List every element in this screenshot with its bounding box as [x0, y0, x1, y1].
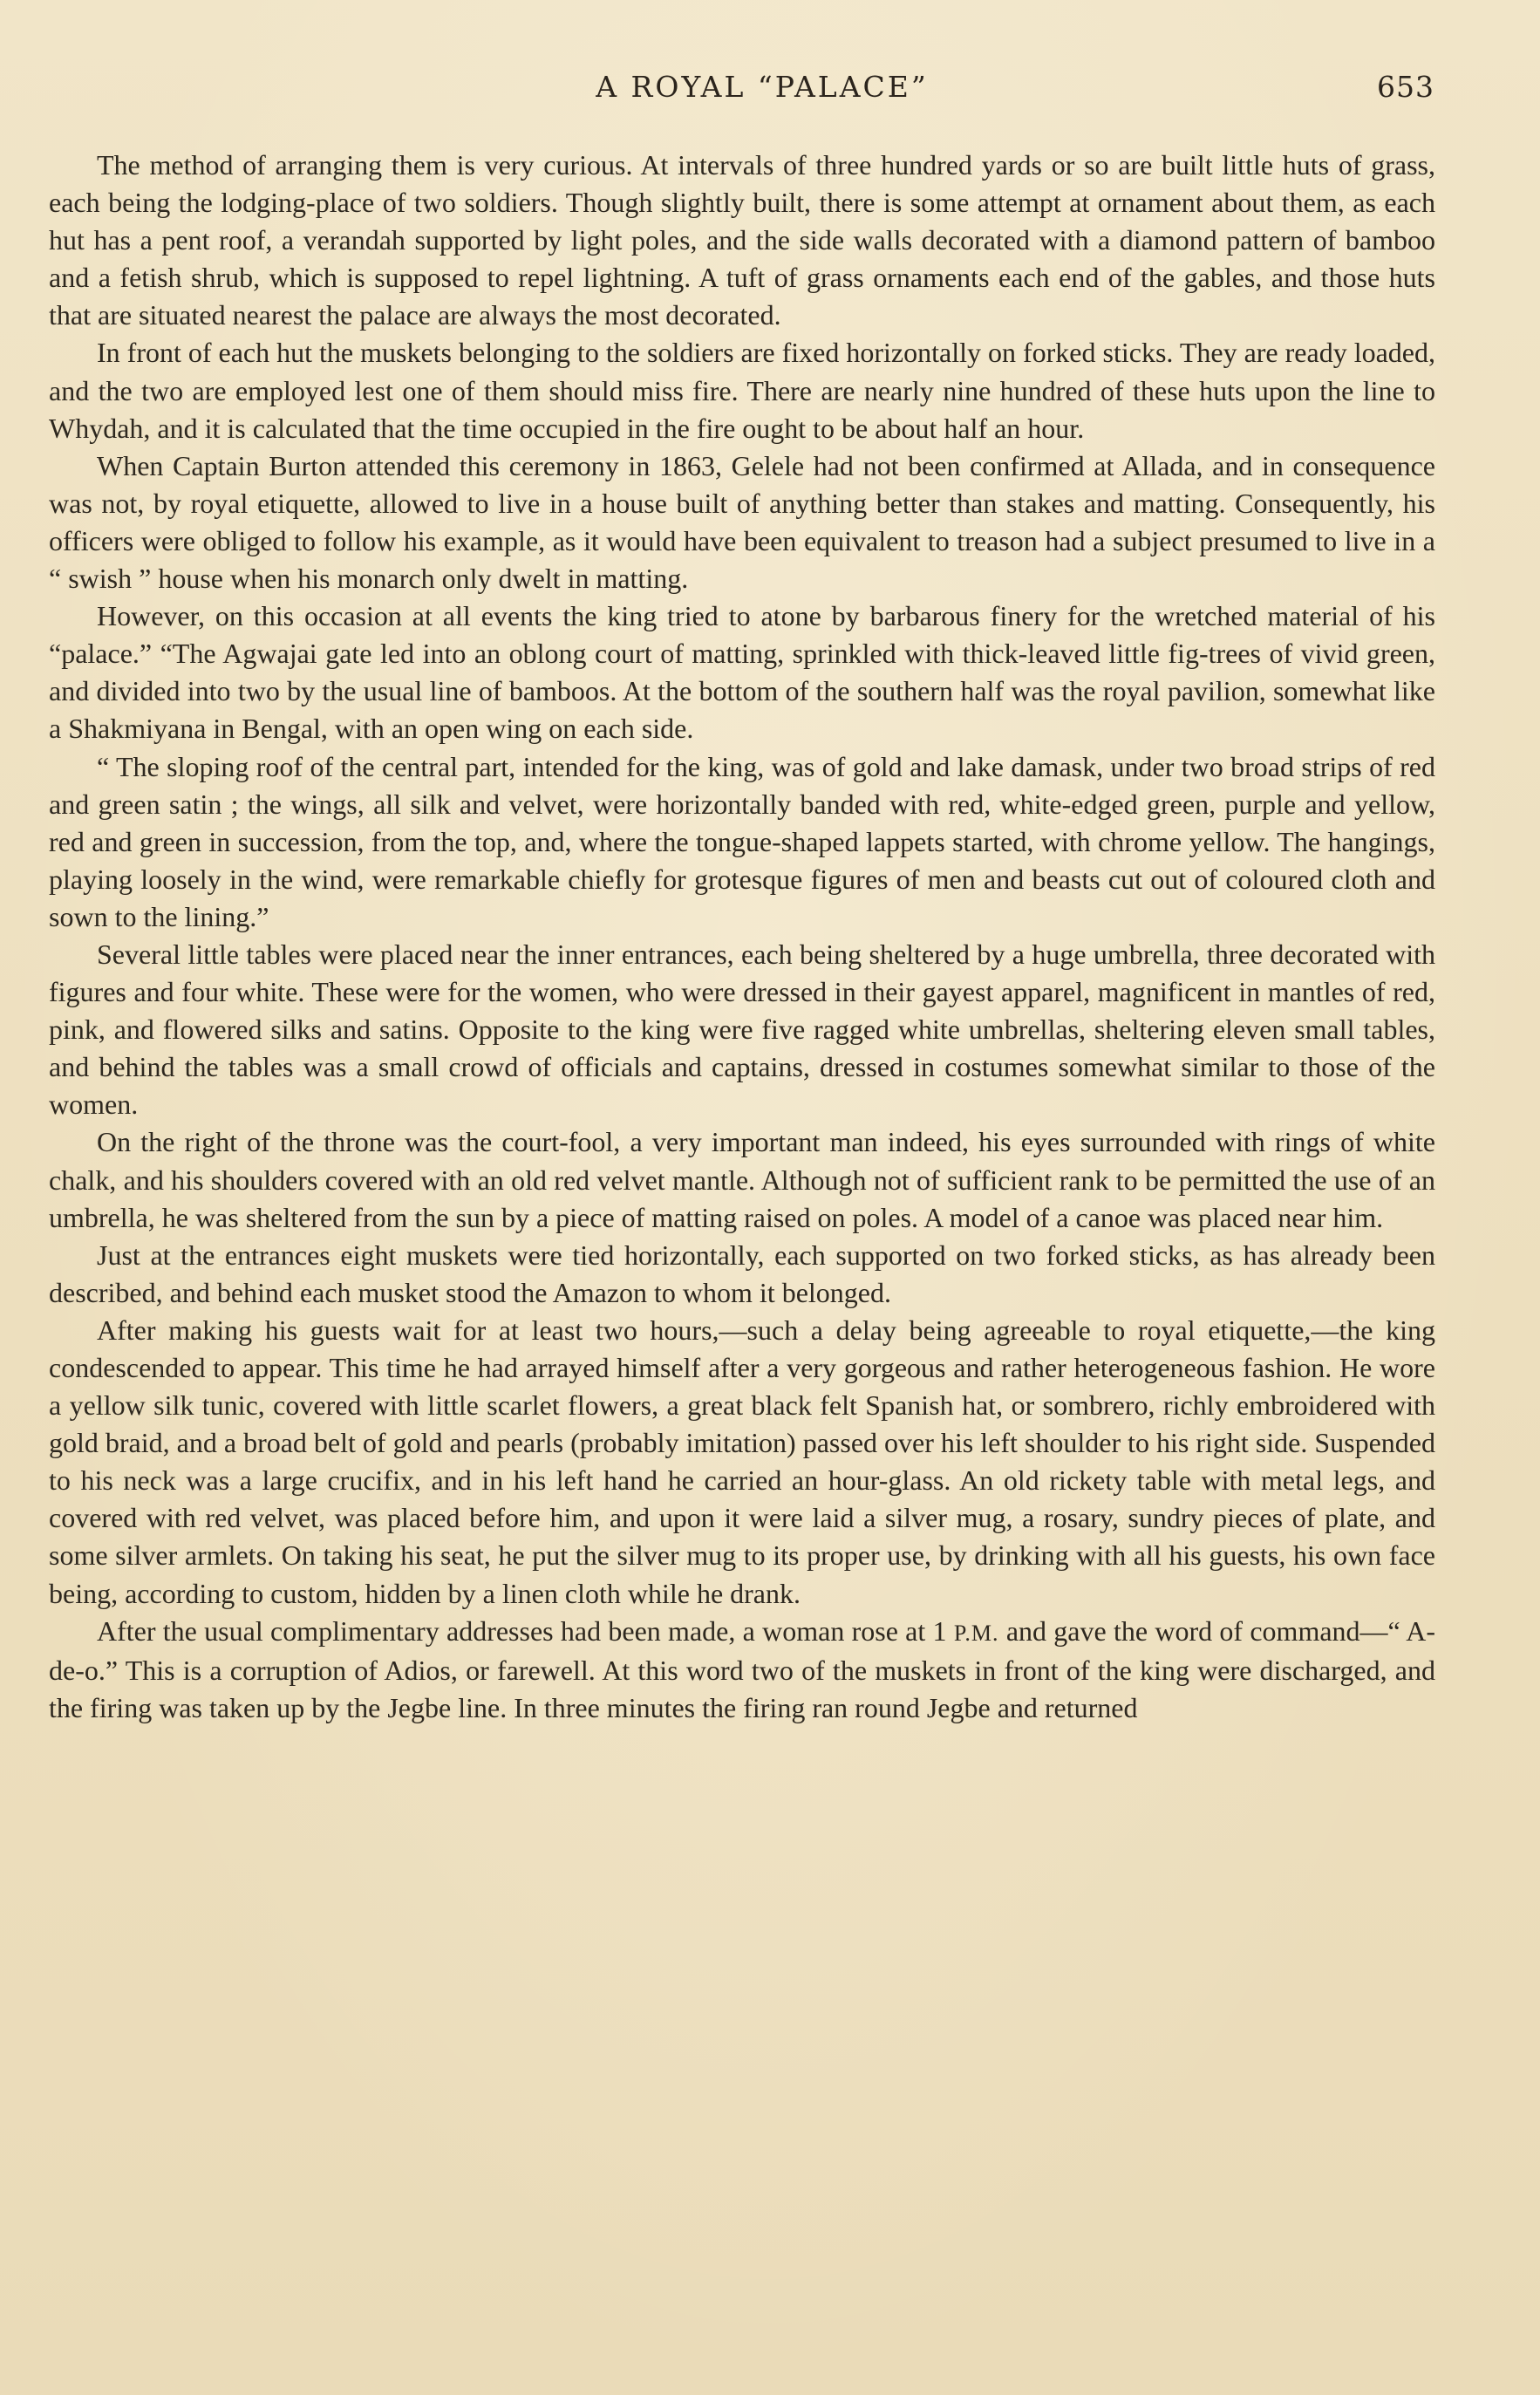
time-suffix: P.M.: [953, 1620, 999, 1646]
paragraph-burton-1863: When Captain Burton attended this ceremony in 1863, Gelele had not been confirmed at Allada, and in consequence was not, by royal etiquette, allowed to live in a house built of anything better than stakes and matting. Consequently, his officers were obliged to follow his example, as it would have been equivalent to treason had a subject presumed to live in a “ swish ” house when his monarch only dwelt in matting.: [49, 449, 1435, 595]
firing-text-start: After the usual complimentary addresses had been made, a woman rose at 1: [97, 1614, 947, 1647]
paragraph-palace-finery: However, on this occasion at all events the king tried to atone by barbarous finery for the wretched material of his “palace.” “The Agwajai gate led into an oblong court of matting, sprinkled with thick-leaved little fig-trees of vivid green, and divided into two by the usual line of bamboos. At the bottom of the southern half was the royal pavilion, somewhat like a Shakmiyana in Bengal, with an open wing on each side.: [49, 600, 1435, 745]
page-number: 653: [1377, 70, 1434, 104]
paragraph-sloping-roof: “ The sloping roof of the central part, intended for the king, was of gold and lake damask, under two broad strips of red and green satin ; the wings, all silk and velvet, were horizontally banded with red, white-edged green, purple and yellow, red and green in succession, from the top, and, where the tongue-shaped lappets started, with chrome yellow. The hangings, playing loosely in the wind, were remarkable chiefly for grotesque figures of men and beasts cut out of coloured cloth and sown to the lining.”: [49, 750, 1435, 932]
paragraph-tables: Several little tables were placed near the inner entrances, each being sheltered by a huge umbrella, three decorated with figures and four white. These were for the women, who were dressed in their gayest apparel, magnificent in mantles of red, pink, and flowered silks and satins. Opposite to the king were five ragged white umbrellas, sheltering eleven small tables, and behind the tables was a small crowd of officials and captains, dressed in costumes somewhat similar to those of the women.: [49, 938, 1435, 1121]
running-title: A ROYAL “PALACE”: [596, 70, 929, 104]
paragraph-muskets: In front of each hut the muskets belonging to the soldiers are fixed horizontally on forked sticks. They are ready loaded, and the two are employed lest one of them should miss fire. There are nearly nine hundred of these huts upon the line to Whydah, and it is calculated that the time occupied in the fire ought to be about half an hour.: [49, 337, 1435, 444]
firing-text-end: and gave the word of command—“ A-de-o.” This is a corruption of Adios, or farewell. At this word two of the muskets in front of the king were discharged, and the firing was taken up by the Jegbe line. In three minutes the firing ran round Jegbe and returned: [49, 1614, 1436, 1723]
paragraph-hut-arrangement: The method of arranging them is very curious. At intervals of three hundred yards or so are built little huts of grass, each being the lodging-place of two soldiers. Though slightly built, there is some attempt at ornament about them, as each hut has a pent roof, a verandah supported by light poles, and the side walls decorated with a diamond pattern of bamboo and a fetish shrub, which is supposed to repel lightning. A tuft of grass ornaments each end of the gables, and those huts that are situated nearest the palace are always the most decorated.: [49, 149, 1435, 331]
running-header: [90, 70, 1434, 122]
paragraph-firing: [49, 1613, 1435, 1727]
body-text: [49, 147, 1435, 1727]
paragraph-king-appears: After making his guests wait for at least two hours,—such a delay being agreeable to royal etiquette,—the king condescended to appear. This time he had arrayed himself after a very gorgeous and rather heterogeneous fashion. He wore a yellow silk tunic, covered with little scarlet flowers, a great black felt Spanish hat, or sombrero, richly embroidered with gold braid, and a broad belt of gold and pearls (probably imitation) passed over his left shoulder to his right side. Suspended to his neck was a large crucifix, and in his left hand he carried an hour-glass. An old rickety table with metal legs, and covered with red velvet, was placed before him, and upon it were laid a silver mug, a rosary, sundry pieces of plate, and some silver armlets. On taking his seat, he put the silver mug to its proper use, by drinking with all his guests, his own face being, according to custom, hidden by a linen cloth while he drank.: [49, 1313, 1435, 1609]
paragraph-court-fool: On the right of the throne was the court-fool, a very important man indeed, his eyes surrounded with rings of white chalk, and his shoulders covered with an old red velvet mantle. Although not of sufficient rank to be permitted the use of an umbrella, he was sheltered from the sun by a piece of matting raised on poles. A model of a canoe was placed near him.: [49, 1126, 1435, 1233]
paragraph-entrance-muskets: Just at the entrances eight muskets were tied horizontally, each supported on two forked sticks, as has already been described, and behind each musket stood the Amazon to whom it belonged.: [49, 1238, 1435, 1308]
